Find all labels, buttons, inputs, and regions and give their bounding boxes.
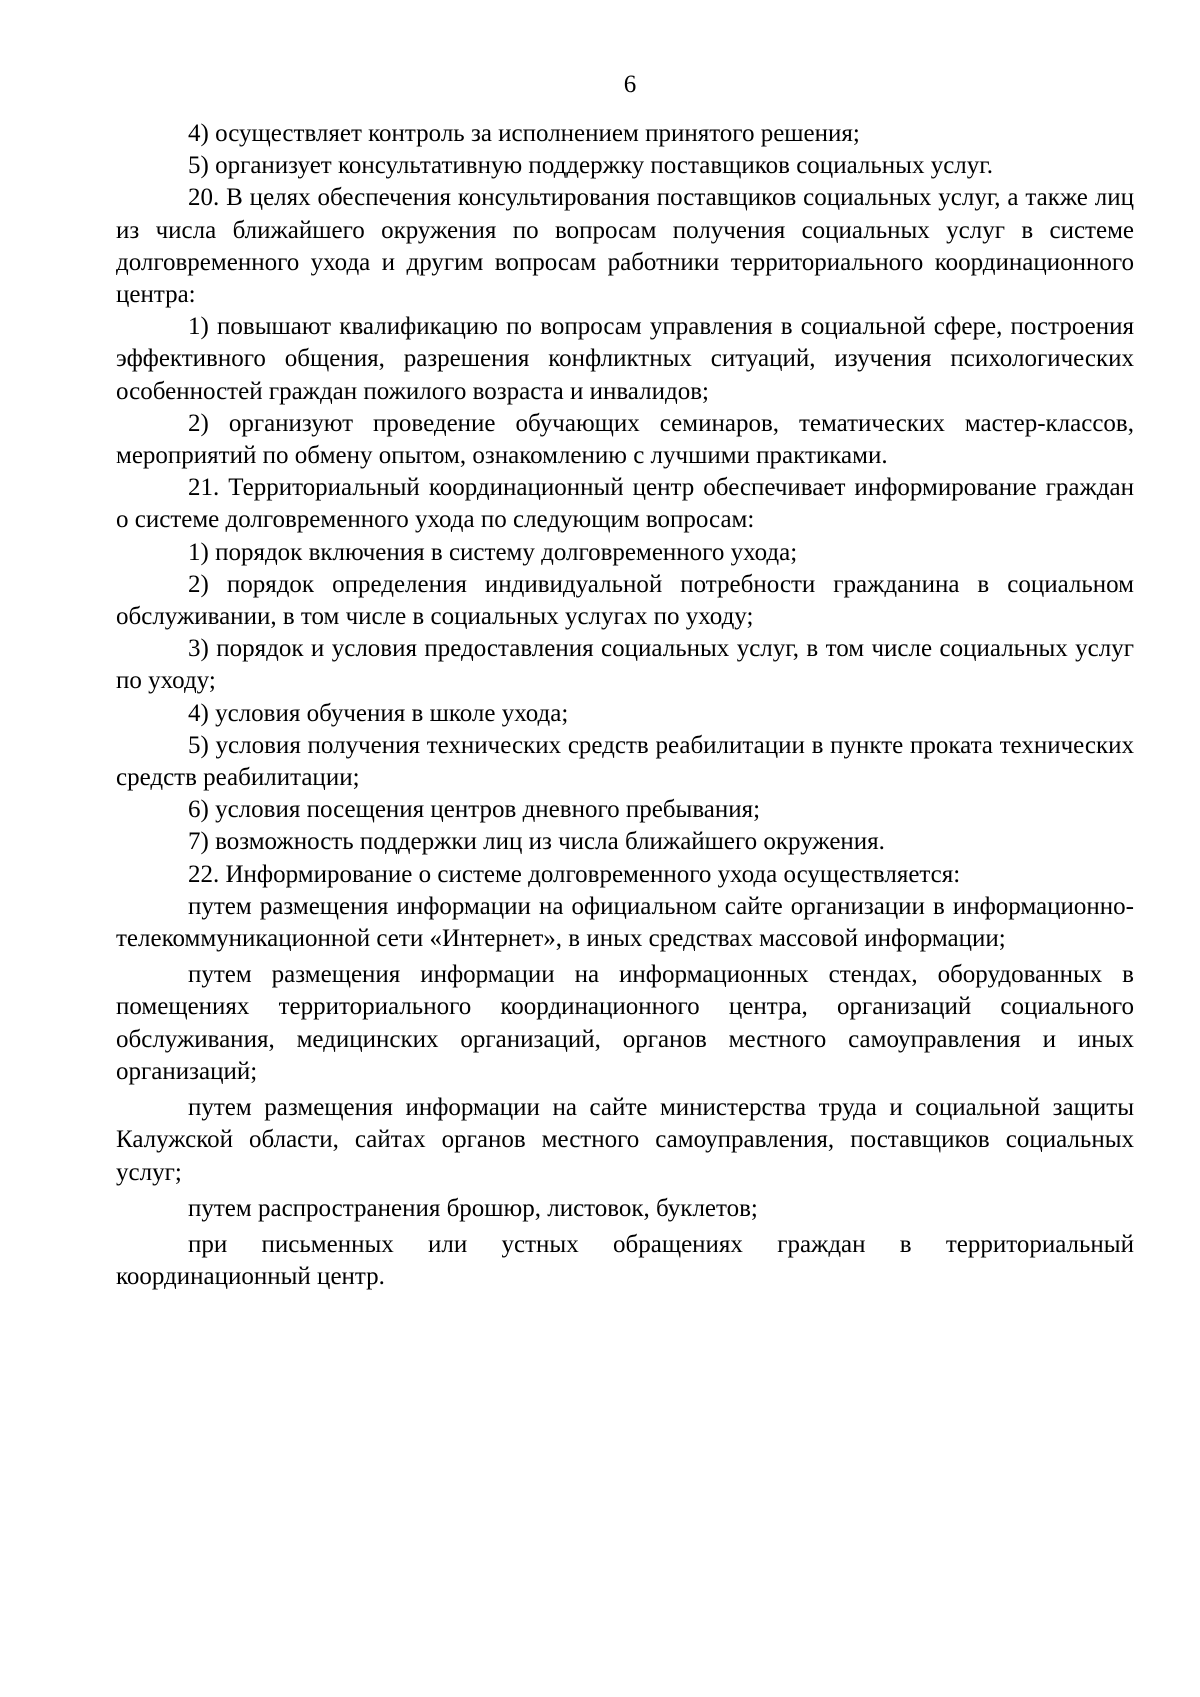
paragraph-item-4: 4) осуществляет контроль за исполнением принятого решения; [188, 120, 860, 147]
paragraph-clause-22-method-2: путем размещения информации на информационных стендах, оборудованных в помещениях территориального координационного центра, организаций социального обслуживания, медицинских организаций, органов местного самоуправления и иных организаций; [116, 961, 1134, 1085]
paragraph-clause-21-item-3: 3) порядок и условия предоставления социальных услуг, в том числе социальных услуг по уходу; [116, 635, 1134, 695]
paragraph-clause-20: 20. В целях обеспечения консультирования поставщиков социальных услуг, а также лиц из числа ближайшего окружения по вопросам получения социальных услуг в системе долговременного ухода и другим вопросам работники территориального координационного центра: [116, 184, 1134, 309]
paragraph-clause-22-method-3: путем размещения информации на сайте министерства труда и социальной защиты Калужской области, сайтах органов местного самоуправления, поставщиков социальных услуг; [116, 1094, 1134, 1186]
paragraph-clause-20-item-2: 2) организуют проведение обучающих семинаров, тематических мастер-классов, мероприятий по обмену опытом, ознакомлению с лучшими практиками. [116, 409, 1134, 470]
document-body [116, 118, 1134, 1293]
paragraph-clause-21-item-4: 4) условия обучения в школе ухода; [188, 699, 569, 727]
paragraph-clause-22-method-4: путем распространения брошюр, листовок, буклетов; [188, 1194, 758, 1222]
paragraph-item-5: 5) организует консультативную поддержку поставщиков социальных услуг. [188, 152, 993, 180]
paragraph-clause-22-method-5: при письменных или устных обращениях граждан в территориальный координационный центр. [116, 1230, 1134, 1291]
paragraph-clause-22: 22. Информирование о системе долговременного ухода осуществляется: [188, 860, 961, 888]
paragraph-clause-22-method-1: путем размещения информации на официальном сайте организации в информационно-телекоммуникационной сети «Интернет», в иных средствах массовой информации; [116, 892, 1134, 953]
page-number: 6 [623, 71, 637, 98]
paragraph-clause-21-item-1: 1) порядок включения в систему долговременного ухода; [188, 538, 798, 566]
paragraph-clause-21: 21. Территориальный координационный центр обеспечивает информирование граждан о системе долговременного ухода по следующим вопросам: [116, 474, 1134, 534]
paragraph-clause-21-item-2: 2) порядок определения индивидуальной потребности гражданина в социальном обслуживании, в том числе в социальных услугах по уходу; [116, 570, 1134, 631]
paragraph-clause-21-item-6: 6) условия посещения центров дневного пребывания; [188, 796, 761, 824]
paragraph-clause-21-item-7: 7) возможность поддержки лиц из числа ближайшего окружения. [188, 828, 885, 856]
paragraph-clause-20-item-1: 1) повышают квалификацию по вопросам управления в социальной сфере, построения эффективного общения, разрешения конфликтных ситуаций, изучения психологических особенностей граждан пожилого возраста и инвалидов; [116, 313, 1134, 405]
paragraph-clause-21-item-5: 5) условия получения технических средств реабилитации в пункте проката технических средств реабилитации; [116, 731, 1134, 792]
